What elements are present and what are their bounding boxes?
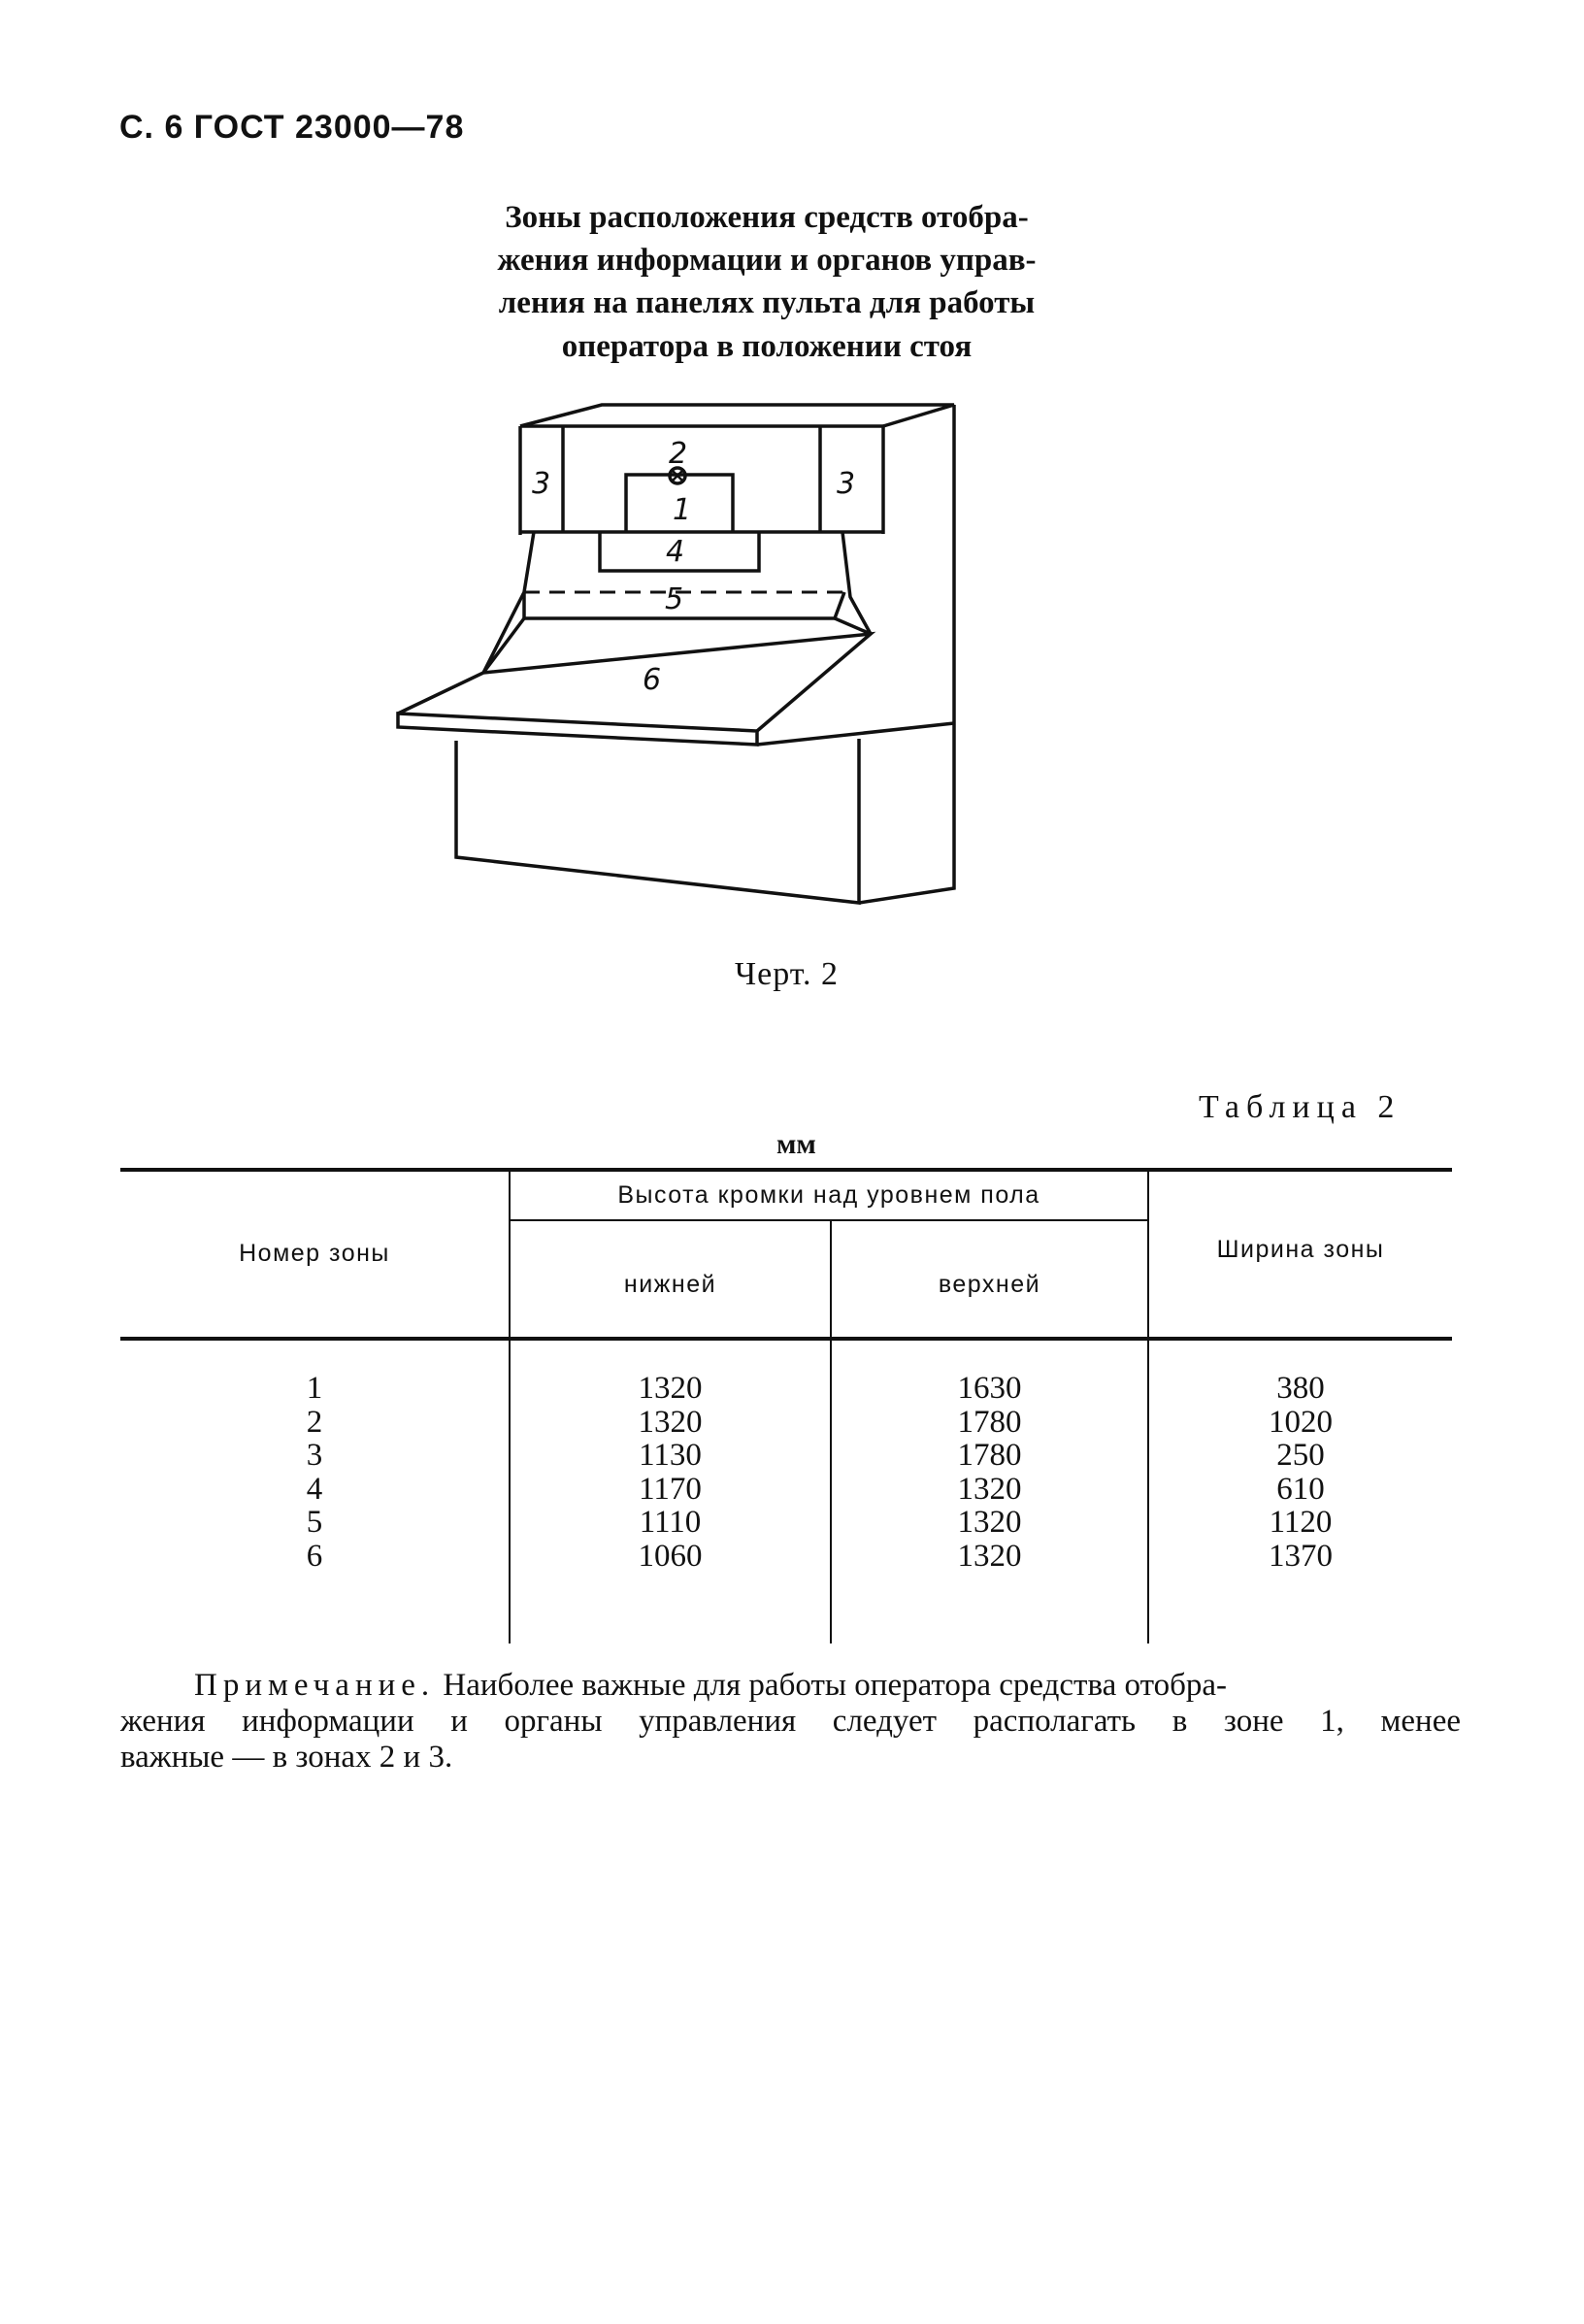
cell-lower: 1130 bbox=[639, 1438, 702, 1473]
column-width bbox=[1149, 1372, 1452, 1573]
table-group-underline bbox=[511, 1219, 1147, 1221]
note-line-3: важные — в зонах 2 и 3. bbox=[120, 1740, 453, 1775]
cell-lower: 1320 bbox=[638, 1371, 703, 1406]
note-line-2: жения информации и органы управления следует располагать в зоне 1, менее bbox=[120, 1704, 1461, 1739]
figure-title bbox=[408, 196, 1126, 368]
cell-zone: 2 bbox=[306, 1404, 323, 1440]
header-upper: верхней bbox=[938, 1271, 1041, 1298]
console-drawing bbox=[388, 393, 990, 917]
header-zone-width: Ширина зоны bbox=[1216, 1236, 1385, 1263]
console-base bbox=[456, 739, 859, 903]
column-upper bbox=[832, 1372, 1147, 1573]
cell-lower: 1320 bbox=[638, 1404, 703, 1440]
console-top-surface bbox=[520, 405, 954, 426]
zone-3-left-label: 3 bbox=[532, 467, 551, 501]
zone-3-right-label: 3 bbox=[837, 467, 856, 501]
cell-width: 610 bbox=[1276, 1471, 1325, 1507]
note-paragraph bbox=[194, 1668, 1461, 1704]
cell-lower: 1060 bbox=[638, 1538, 703, 1574]
cell-width: 1020 bbox=[1269, 1404, 1333, 1440]
zone-5-label: 5 bbox=[665, 582, 684, 616]
table-label: Таблица 2 bbox=[1199, 1089, 1402, 1125]
column-zone bbox=[120, 1372, 509, 1573]
cell-zone: 4 bbox=[306, 1471, 323, 1507]
zones-table bbox=[120, 1168, 1452, 1643]
figure-title-line: оператора в положении стоя bbox=[561, 328, 973, 364]
desk-underside bbox=[757, 723, 954, 745]
cell-width: 1370 bbox=[1269, 1538, 1333, 1574]
cell-zone: 3 bbox=[306, 1438, 323, 1473]
page-header: С. 6 ГОСТ 23000—78 bbox=[119, 109, 465, 146]
note-lead: Примечание. bbox=[194, 1668, 436, 1703]
figure-caption: Черт. 2 bbox=[735, 956, 840, 992]
cell-zone: 5 bbox=[306, 1505, 323, 1540]
cell-width: 250 bbox=[1276, 1438, 1325, 1473]
cell-upper: 1320 bbox=[957, 1538, 1022, 1574]
table-header-rule bbox=[120, 1337, 1452, 1341]
cell-upper: 1320 bbox=[957, 1471, 1022, 1507]
cell-upper: 1320 bbox=[957, 1505, 1022, 1540]
zone-5-outline bbox=[524, 592, 844, 618]
cell-zone: 6 bbox=[306, 1538, 323, 1574]
zone-4-label: 4 bbox=[666, 535, 685, 569]
table-top-rule bbox=[120, 1168, 1452, 1172]
cell-upper: 1630 bbox=[957, 1371, 1022, 1406]
cell-upper: 1780 bbox=[957, 1404, 1022, 1440]
zone-6-label: 6 bbox=[643, 663, 662, 697]
console-top-edge bbox=[520, 426, 883, 534]
header-lower: нижней bbox=[623, 1271, 717, 1298]
zone-1-label: 1 bbox=[673, 493, 692, 527]
desk-left-slope bbox=[483, 618, 524, 673]
cell-upper: 1780 bbox=[957, 1438, 1022, 1473]
header-edge-height: Высота кромки над уровнем пола bbox=[617, 1181, 1040, 1209]
figure-title-line: Зоны расположения средств отобра- bbox=[505, 200, 1029, 235]
figure-title-line: ления на панелях пульта для работы bbox=[498, 285, 1036, 321]
zone-2-label: 2 bbox=[669, 437, 688, 471]
figure-title-line: жения информации и органов управ- bbox=[497, 243, 1037, 279]
console-base-side bbox=[859, 723, 954, 903]
cell-lower: 1170 bbox=[639, 1471, 702, 1507]
cell-zone: 1 bbox=[306, 1371, 323, 1406]
column-lower bbox=[511, 1372, 830, 1573]
table-unit: мм bbox=[776, 1128, 816, 1160]
middle-panel-right-edge bbox=[842, 532, 871, 634]
cell-width: 1120 bbox=[1269, 1505, 1333, 1540]
cell-lower: 1110 bbox=[639, 1505, 702, 1540]
header-zone-number: Номер зоны bbox=[239, 1240, 390, 1267]
desk-front-edge bbox=[398, 714, 757, 745]
cell-width: 380 bbox=[1276, 1371, 1325, 1406]
middle-panel-left-edge bbox=[483, 532, 534, 673]
note-line-1: Наиболее важные для работы оператора средства отобра- bbox=[435, 1668, 1228, 1703]
